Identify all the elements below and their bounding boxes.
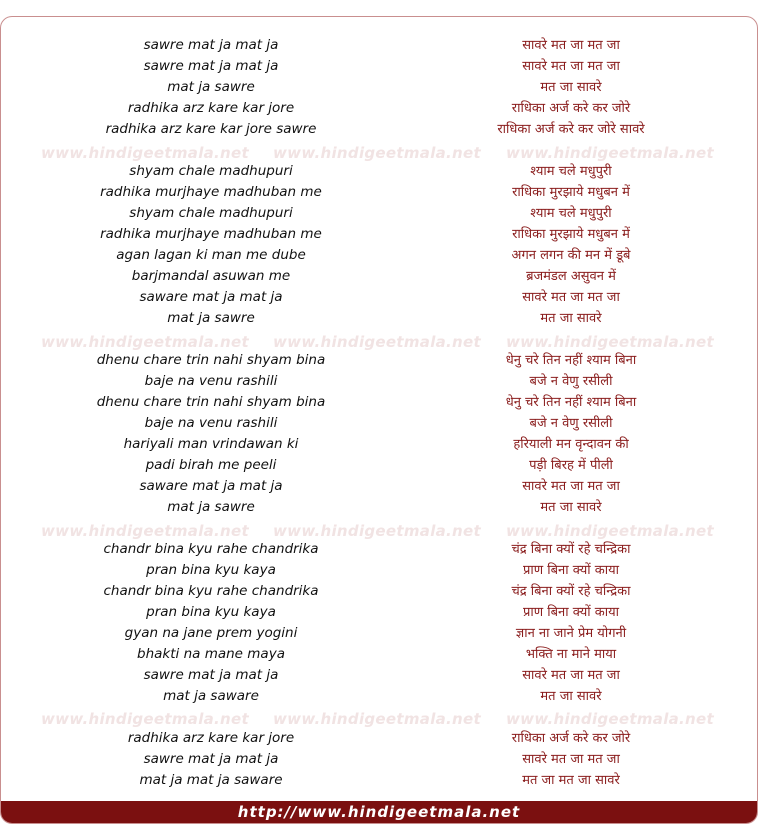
lyric-line — [1, 266, 757, 287]
watermark-text: www.hindigeetmala.net — [273, 522, 481, 540]
lyric-roman: saware mat ja mat ja — [139, 478, 283, 494]
lyric-devanagari: प्राण बिना क्यों काया — [522, 605, 620, 620]
lyric-roman: padi birah me peeli — [145, 457, 277, 473]
lyric-line — [1, 602, 757, 623]
lyric-roman: shyam chale madhupuri — [129, 205, 293, 221]
watermark-text: www.hindigeetmala.net — [506, 333, 714, 351]
lyric-roman: barjmandal asuwan me — [131, 268, 291, 284]
lyrics-panel — [0, 16, 758, 824]
lyric-roman: mat ja saware — [163, 688, 259, 704]
lyric-devanagari: पड़ी बिरह में पीली — [529, 458, 613, 473]
lyric-line — [1, 35, 757, 56]
lyric-line — [1, 245, 757, 266]
lyric-roman: radhika arz kare kar jore sawre — [105, 121, 317, 137]
lyric-devanagari: धेनु चरे तिन नहीं श्याम बिना — [505, 395, 637, 410]
lyric-devanagari: हरियाली मन वृन्दावन की — [513, 437, 629, 452]
lyric-devanagari: मत जा सावरे — [540, 500, 602, 515]
lyric-line — [1, 182, 757, 203]
lyric-line — [1, 308, 757, 329]
lyric-devanagari: राधिका अर्ज करे कर जोरे — [511, 731, 631, 746]
lyric-line — [1, 560, 757, 581]
lyric-devanagari: मत जा सावरे — [540, 311, 602, 326]
lyric-line — [1, 770, 757, 791]
lyric-roman: radhika murjhaye madhuban me — [100, 226, 322, 242]
lyric-roman: dhenu chare trin nahi shyam bina — [96, 394, 326, 410]
lyric-line — [1, 371, 757, 392]
lyric-roman: chandr bina kyu rahe chandrika — [103, 583, 319, 599]
lyric-devanagari: बजे न वेणु रसीली — [529, 374, 613, 389]
lyric-roman: mat ja sawre — [167, 310, 255, 326]
lyric-line — [1, 665, 757, 686]
lyric-roman: radhika arz kare kar jore — [127, 100, 295, 116]
lyric-roman: gyan na jane prem yogini — [124, 625, 298, 641]
lyric-line — [1, 287, 757, 308]
lyric-devanagari: मत जा सावरे — [540, 689, 602, 704]
lyric-devanagari: सावरे मत जा मत जा — [522, 38, 620, 53]
lyric-devanagari: सावरे मत जा मत जा — [522, 479, 620, 494]
lyric-devanagari: भक्ति ना माने माया — [525, 647, 617, 662]
watermark-text: www.hindigeetmala.net — [506, 522, 714, 540]
watermark-text: www.hindigeetmala.net — [506, 144, 714, 162]
lyric-line — [1, 476, 757, 497]
lyric-roman: shyam chale madhupuri — [129, 163, 293, 179]
lyric-line — [1, 749, 757, 770]
lyric-devanagari: धेनु चरे तिन नहीं श्याम बिना — [505, 353, 637, 368]
lyric-devanagari: चंद्र बिना क्यों रहे चन्द्रिका — [511, 584, 631, 599]
lyric-roman: saware mat ja mat ja — [139, 289, 283, 305]
lyric-line — [1, 203, 757, 224]
lyric-roman: baje na venu rashili — [144, 373, 278, 389]
watermark-text: www.hindigeetmala.net — [273, 710, 481, 728]
watermark-text: www.hindigeetmala.net — [41, 333, 249, 351]
lyric-devanagari: राधिका अर्ज करे कर जोरे सावरे — [497, 122, 645, 137]
lyric-line — [1, 413, 757, 434]
lyric-line — [1, 623, 757, 644]
lyric-devanagari: श्याम चले मधुपुरी — [530, 164, 612, 179]
lyric-devanagari: मत जा सावरे — [540, 80, 602, 95]
watermark-text: www.hindigeetmala.net — [41, 522, 249, 540]
lyric-devanagari: सावरे मत जा मत जा — [522, 59, 620, 74]
lyric-roman: sawre mat ja mat ja — [143, 37, 279, 53]
lyric-devanagari: बजे न वेणु रसीली — [529, 416, 613, 431]
lyric-devanagari: राधिका मुरझाये मधुबन में — [512, 227, 630, 242]
watermark-text: www.hindigeetmala.net — [506, 710, 714, 728]
lyric-line — [1, 455, 757, 476]
lyric-line — [1, 644, 757, 665]
lyric-roman: radhika arz kare kar jore — [127, 730, 295, 746]
lyric-devanagari: सावरे मत जा मत जा — [522, 668, 620, 683]
site-link[interactable]: http://www.hindigeetmala.net — [237, 803, 521, 821]
lyric-devanagari: सावरे मत जा मत जा — [522, 290, 620, 305]
lyric-line — [1, 497, 757, 518]
lyric-roman: sawre mat ja mat ja — [143, 751, 279, 767]
lyric-roman: pran bina kyu kaya — [146, 562, 276, 578]
lyric-line — [1, 539, 757, 560]
footer-bar — [1, 801, 757, 823]
lyric-roman: mat ja sawre — [167, 499, 255, 515]
lyric-devanagari: प्राण बिना क्यों काया — [522, 563, 620, 578]
lyric-line — [1, 728, 757, 749]
lyric-line — [1, 686, 757, 707]
lyric-line — [1, 98, 757, 119]
watermark-text: www.hindigeetmala.net — [273, 333, 481, 351]
lyric-line — [1, 119, 757, 140]
lyric-devanagari: राधिका मुरझाये मधुबन में — [512, 185, 630, 200]
lyric-line — [1, 434, 757, 455]
lyric-devanagari: ब्रजमंडल असुवन में — [526, 269, 616, 284]
lyric-line — [1, 77, 757, 98]
lyric-devanagari: अगन लगन की मन में डूबे — [511, 248, 631, 263]
lyric-devanagari: सावरे मत जा मत जा — [522, 752, 620, 767]
lyric-roman: sawre mat ja mat ja — [143, 667, 279, 683]
lyric-devanagari: ज्ञान ना जाने प्रेम योगनी — [515, 626, 627, 641]
lyrics-lines — [1, 17, 757, 823]
lyric-devanagari: श्याम चले मधुपुरी — [530, 206, 612, 221]
watermark-text: www.hindigeetmala.net — [273, 144, 481, 162]
lyric-roman: bhakti na mane maya — [137, 646, 285, 662]
lyric-roman: hariyali man vrindawan ki — [123, 436, 299, 452]
lyric-line — [1, 161, 757, 182]
lyric-roman: chandr bina kyu rahe chandrika — [103, 541, 319, 557]
lyric-roman: mat ja sawre — [167, 79, 255, 95]
lyric-roman: mat ja mat ja saware — [139, 772, 283, 788]
lyric-devanagari: चंद्र बिना क्यों रहे चन्द्रिका — [511, 542, 631, 557]
lyric-devanagari: मत जा मत जा सावरे — [522, 773, 620, 788]
lyric-roman: sawre mat ja mat ja — [143, 58, 279, 74]
lyric-line — [1, 350, 757, 371]
watermark-text: www.hindigeetmala.net — [41, 710, 249, 728]
watermark-text: www.hindigeetmala.net — [41, 144, 249, 162]
lyric-devanagari: राधिका अर्ज करे कर जोरे — [511, 101, 631, 116]
lyric-roman: agan lagan ki man me dube — [116, 247, 306, 263]
lyric-line — [1, 581, 757, 602]
lyric-line — [1, 56, 757, 77]
lyric-roman: pran bina kyu kaya — [146, 604, 276, 620]
lyric-line — [1, 224, 757, 245]
lyric-line — [1, 392, 757, 413]
lyric-roman: baje na venu rashili — [144, 415, 278, 431]
lyric-roman: radhika murjhaye madhuban me — [100, 184, 322, 200]
lyric-roman: dhenu chare trin nahi shyam bina — [96, 352, 326, 368]
